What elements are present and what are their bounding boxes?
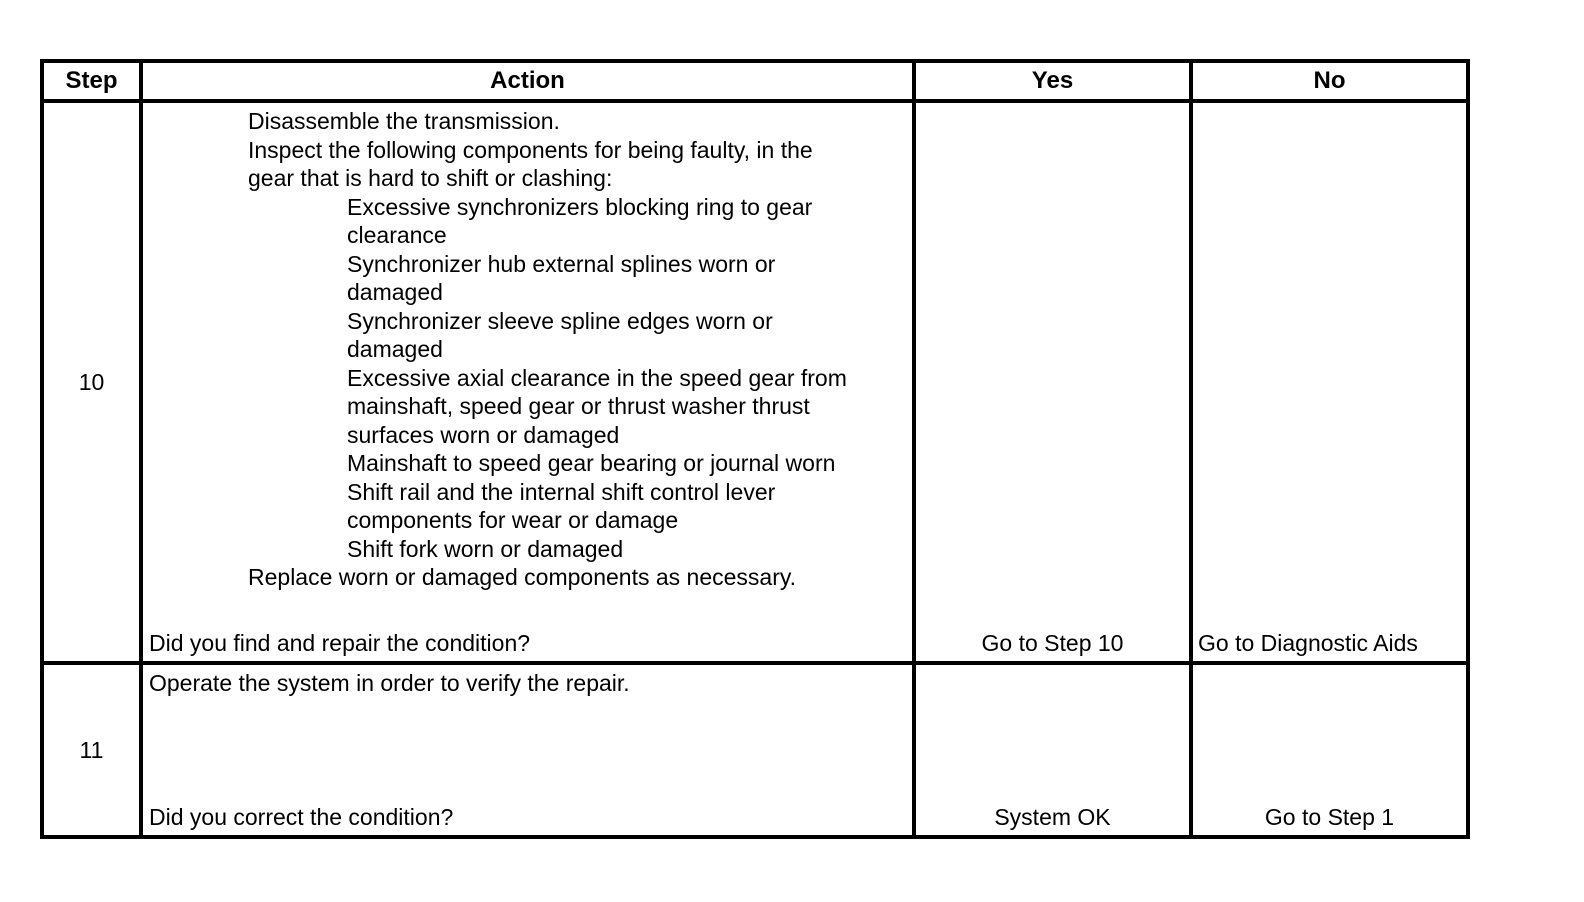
action-subline: damaged: [347, 279, 443, 305]
header-yes: Yes: [914, 61, 1191, 101]
step-number: 11: [42, 663, 141, 837]
action-subline: Excessive axial clearance in the speed gear from: [347, 364, 847, 391]
no-cell: [1191, 663, 1468, 837]
diagnostic-table: [40, 59, 1470, 839]
yes-cell: [914, 101, 1191, 663]
action-instructions: [143, 103, 912, 592]
no-result: Go to Step 1: [1264, 803, 1395, 830]
header-no: No: [1191, 61, 1468, 101]
action-subline: Shift rail and the internal shift control lever: [347, 478, 776, 505]
action-question: Did you find and repair the condition?: [149, 629, 531, 656]
action-subline: Synchronizer sleeve spline edges worn or: [347, 307, 773, 334]
action-subline: mainshaft, speed gear or thrust washer thrust: [347, 393, 810, 419]
yes-result: System OK: [994, 803, 1111, 830]
action-subline: Synchronizer hub external splines worn or: [347, 250, 776, 277]
action-subline: clearance: [347, 222, 447, 248]
action-line: gear that is hard to shift or clashing:: [248, 165, 613, 191]
header-step: Step: [42, 61, 141, 101]
action-subline: damaged: [347, 336, 443, 362]
action-line: Disassemble the transmission.: [248, 108, 560, 134]
no-result: Go to Diagnostic Aids: [1198, 629, 1418, 656]
table-row-step-11: [42, 663, 1468, 837]
action-subline: surfaces worn or damaged: [347, 421, 620, 448]
action-line: Inspect the following components for being faulty, in the: [248, 136, 813, 163]
action-instructions: [143, 665, 912, 698]
header-action: Action: [141, 61, 914, 101]
action-subline: components for wear or damage: [347, 507, 679, 533]
action-question: Did you correct the condition?: [149, 803, 454, 830]
action-subline: Shift fork worn or damaged: [347, 535, 624, 562]
action-subline: Mainshaft to speed gear bearing or journal worn: [347, 450, 836, 476]
step-number: 10: [42, 101, 141, 663]
action-cell: [141, 101, 914, 663]
header-row: [42, 61, 1468, 101]
no-cell: [1191, 101, 1468, 663]
yes-cell: [914, 663, 1191, 837]
action-line: Operate the system in order to verify the repair.: [149, 670, 630, 696]
yes-result: Go to Step 10: [981, 629, 1124, 656]
action-subline: Excessive synchronizers blocking ring to gear: [347, 193, 813, 220]
action-cell: [141, 663, 914, 837]
action-line: Replace worn or damaged components as necessary.: [248, 564, 797, 590]
table-row-step-10: [42, 101, 1468, 663]
